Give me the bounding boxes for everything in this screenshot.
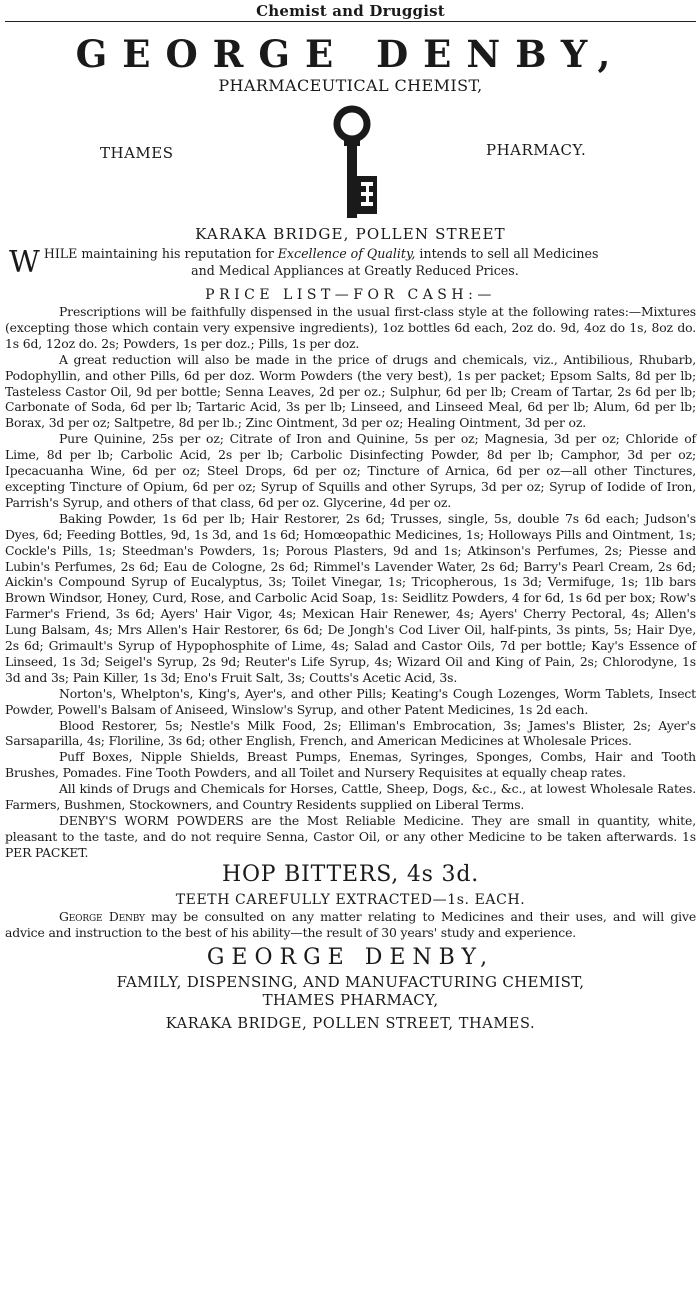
address-line: KARAKA BRIDGE, POLLEN STREET — [195, 225, 506, 243]
advice-paragraph — [5, 909, 696, 941]
intro-line-1-pre: HILE maintaining his reputation for — [43, 246, 278, 261]
paragraph-animals: All kinds of Drugs and Chemicals for Horses, Cattle, Sheep, Dogs, &c., &c., at lowest Wholesale Rates. Farmers, Bushmen, Stockowners, and Country Residents supplied on Liberal Terms. — [5, 781, 696, 813]
section-title: Chemist and Druggist — [5, 0, 696, 22]
paragraph-blood-restorer: Blood Restorer, 5s; Nestle's Milk Food, 2s; Elliman's Embrocation, 3s; James's Blister, 2s; Ayer's Sarsaparilla, 4s; Floriline, 3s 6d; other English, French, and American Medicines at Wholesale Prices. — [5, 717, 696, 749]
paragraph-drugs: A great reduction will also be made in the price of drugs and chemicals, viz., Antibilious, Rhubarb, Podophyllin, and other Pills, 6d per doz. Worm Powders (the very best), 1s per packet; Epsom Salts, 8d per lb; Tasteless Castor Oil, 9d per bottle; Senna Leaves, 2d per oz.; Sulphur, 6d per lb; Cream of Tartar, 2s 6d per lb; Carbonate of Soda, 6d per lb; Tartaric Acid, 3s per lb; Linseed, and Linseed Meal, 6d per lb; Alum, 6d per lb; Borax, 3d per oz; Saltpetre, 8d per lb.; Zinc Ointment, 3d per oz; Healing Ointment, 3d per oz. — [5, 351, 696, 431]
advice-name: George Denby — [59, 908, 145, 924]
footer-line-1: FAMILY, DISPENSING, AND MANUFACTURING CHEMIST, — [116, 972, 585, 991]
price-list-heading: PRICE LIST—FOR CASH:— — [205, 287, 496, 303]
intro-line-2: and Medical Appliances at Greatly Reduced Prices. — [191, 262, 519, 278]
advice-text: may be consulted on any matter relating to Medicines and their uses, and will give advice and instruction to the best of his ability—the result of 30 years' study and experience. — [5, 908, 696, 940]
intro-line-1-italic: Excellence of Quality, — [277, 246, 416, 261]
paragraph-quinine: Pure Quinine, 25s per oz; Citrate of Iron and Quinine, 5s per oz; Magnesia, 3d per oz; Chloride of Lime, 8d per lb; Carbolic Acid, 2s per lb; Carbolic Disinfecting Powder, 8d per lb; Camphor, 3d per oz; Ipecacuanha Wine, 6d per oz; Steel Drops, 6d per oz; Tincture of Arnica, 6d per oz—all other Tinctures, excepting Tincture of Opium, 6d per oz; Syrup of Squills and other Syrups, 3d per oz; Syrup of Iodide of Iron, Parrish's Syrup, and others of that class, 6d per oz. Glycerine, 4d per oz. — [5, 431, 696, 510]
paragraph-prescriptions: Prescriptions will be faithfully dispensed in the usual first-class style at the following rates:—Mixtures (excepting those which contain very expensive ingredients), 1oz bottles 6d each, 2oz do. 9d, 4oz do 1s, 8oz do. 1s 6d, 12oz do. 2s; Powders, 1s per doz.; Pills, 1s per doz. — [5, 304, 696, 351]
teeth-line: TEETH CAREFULLY EXTRACTED—1s. EACH. — [175, 891, 526, 908]
intro-line-1-post: intends to sell all Medicines — [415, 246, 599, 261]
price-list-body — [5, 304, 696, 861]
key-row — [5, 96, 696, 226]
footer-line-2: THAMES PHARMACY, — [262, 990, 439, 1009]
advert-subtitle: PHARMACEUTICAL CHEMIST, — [218, 76, 483, 95]
key-icon — [331, 104, 381, 224]
intro-paragraph — [5, 246, 696, 279]
intro-dropcap: W — [9, 245, 40, 280]
hop-bitters-line: HOP BITTERS, 4s 3d. — [221, 861, 480, 887]
footer-name: GEORGE DENBY, — [206, 944, 495, 970]
paragraph-pills: Norton's, Whelpton's, King's, Ayer's, and other Pills; Keating's Cough Lozenges, Worm Tablets, Insect Powder, Powell's Balsam of Aniseed, Winslow's Syrup, and other Patent Medicines, 1s 2d each. — [5, 685, 696, 717]
paragraph-worm-powders: DENBY'S WORM POWDERS are the Most Reliable Medicine. They are small in quantity, white, pleasant to the taste, and do not require Senna, Castor Oil, or any other Medicine to be taken afterwards. 1s PER PACKET. — [5, 813, 696, 860]
intro-line-1 — [5, 246, 696, 263]
thames-word: THAMES — [100, 144, 174, 162]
paragraph-puff-boxes: Puff Boxes, Nipple Shields, Breast Pumps, Enemas, Syringes, Sponges, Combs, Hair and Tooth Brushes, Pomades. Fine Tooth Powders, and all Toilet and Nursery Requisites at equally cheap rates. — [5, 749, 696, 781]
footer-line-3: KARAKA BRIDGE, POLLEN STREET, THAMES. — [165, 1015, 536, 1032]
paragraph-baking-powder: Baking Powder, 1s 6d per lb; Hair Restorer, 2s 6d; Trusses, single, 5s, double 7s 6d each; Judson's Dyes, 6d; Feeding Bottles, 9d, 1s 3d, and 1s 6d; Homœopathic Medicines, 1s; Holloways Pills and Ointment, 1s; Cockle's Pills, 1s; Steedman's Powders, 1s; Porous Plasters, 9d and 1s; Atkinson's Perfumes, 2s; Piesse and Lubin's Perfumes, 2s 6d; Eau de Cologne, 2s 6d; Rimmel's Lavender Water, 2s 6d; Barry's Pearl Cream, 2s 6d; Aickin's Compound Syrup of Eucalyptus, 3s; Toilet Vinegar, 1s; Tricopherous, 1s 3d; Vermifuge, 1s; 1lb bars Brown Windsor, Honey, Curd, Rose, and Carbolic Acid Soap, 1s: Seidlitz Powders, 4 for 6d, 1s 6d per box; Row's Farmer's Friend, 3s 6d; Ayers' Hair Vigor, 4s; Mexican Hair Renewer, 4s; Ayers' Cherry Pectoral, 4s; Allen's Lung Balsam, 4s; Mrs Allen's Hair Restorer, 6s 6d; De Jongh's Cod Liver Oil, half-pints, 3s pints, 5s; Hair Dye, 2s 6d; Grimault's Syrup of Hypophosphite of Lime, 4s; Salad and Castor Oils, 7d per bottle; Kay's Essence of Linseed, 1s 3d; Seigel's Syrup, 2s 9d; Reuter's Life Syrup, 4s; Wizard Oil and King of Pain, 2s; Chlorodyne, 1s 3d and 3s; Pain Killer, 1s 3d; Eno's Fruit Salt, 3s; Coutts's Acetic Acid, 3s. — [5, 510, 696, 685]
advert-name: GEORGE DENBY, — [75, 32, 626, 76]
pharmacy-word: PHARMACY. — [486, 141, 587, 159]
